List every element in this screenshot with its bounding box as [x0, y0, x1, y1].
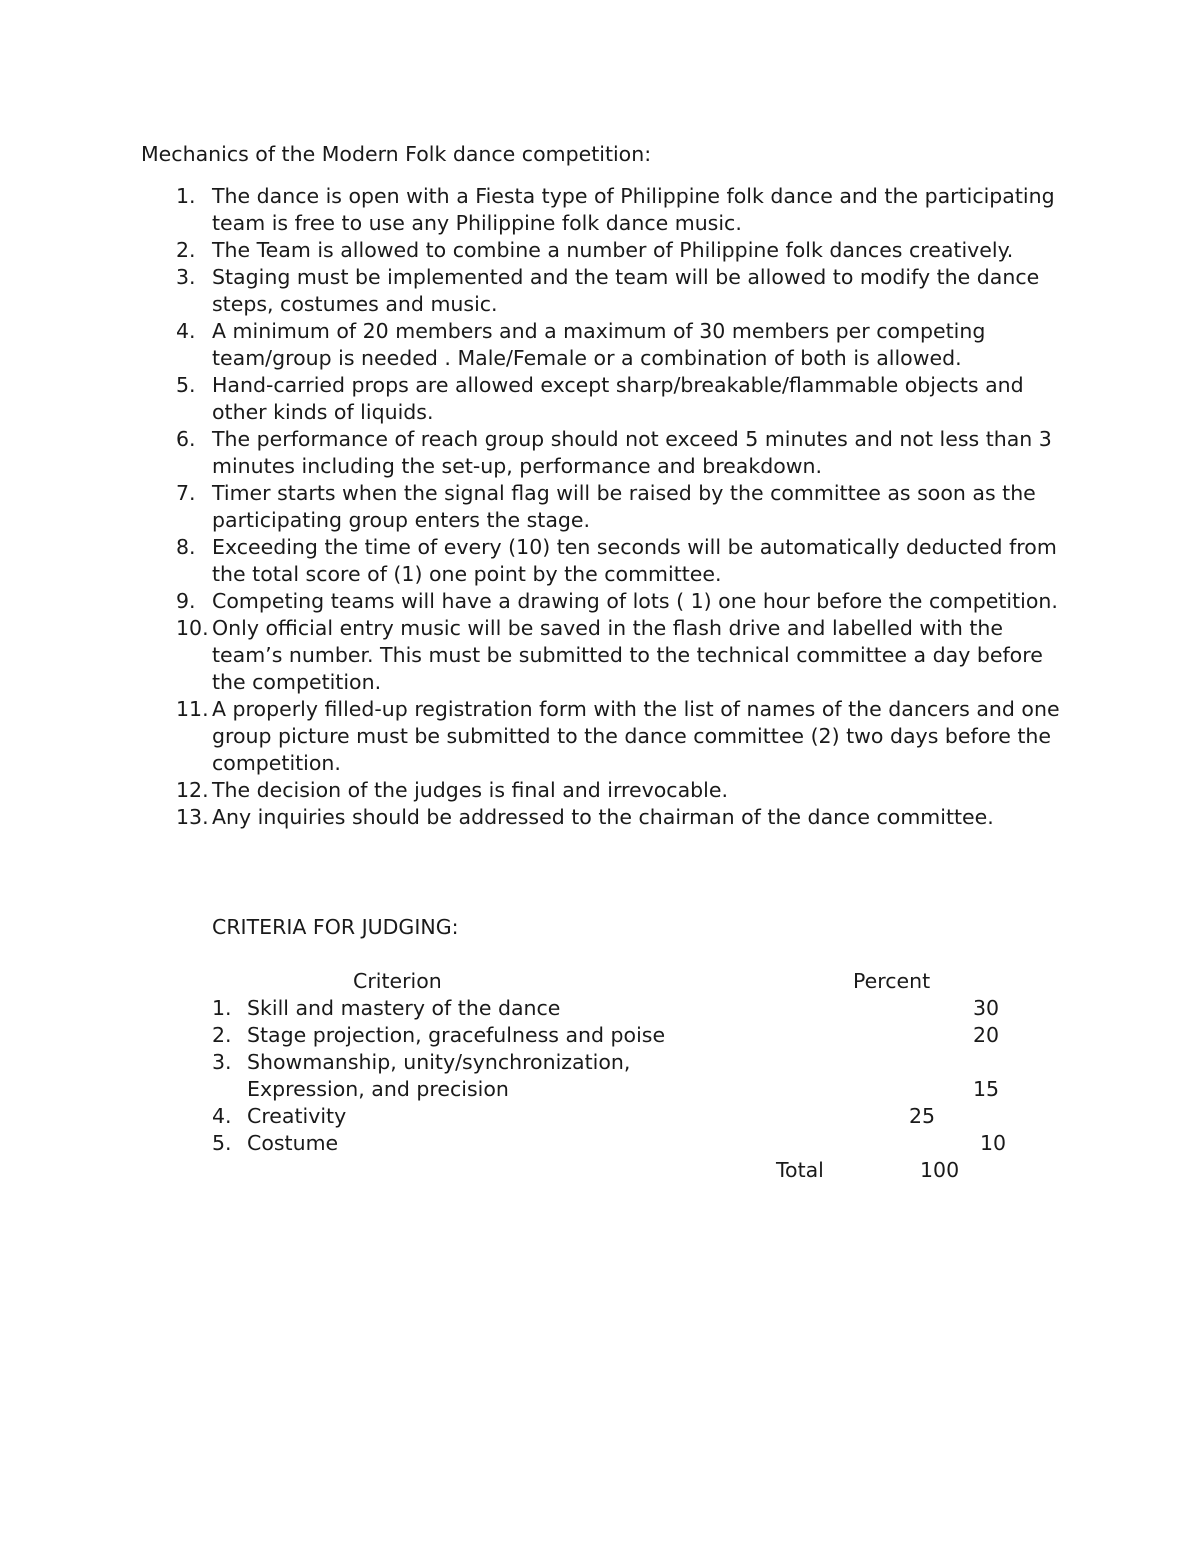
criterion-percent: 15 [973, 1077, 1000, 1101]
rule-text: The performance of reach group should not exceed 5 minutes and not less than 3 minutes including the set-up, performance and breakdown. [212, 427, 1052, 478]
criterion-number: 1. [212, 996, 232, 1020]
rule-item [176, 588, 1076, 615]
rules-list [176, 183, 1076, 831]
criterion-number: 2. [212, 1023, 232, 1047]
rule-item [176, 777, 1076, 804]
rule-text: Competing teams will have a drawing of lots ( 1) one hour before the competition. [212, 589, 1058, 613]
criterion-percent: 20 [973, 1023, 1000, 1047]
rule-text: A minimum of 20 members and a maximum of 30 members per competing team/group is needed . Male/Female or a combination of both is allowed. [212, 319, 986, 370]
criterion-label: Creativity [247, 1104, 347, 1128]
rule-item [176, 696, 1076, 777]
rule-item [176, 372, 1076, 426]
rule-number: 6. [176, 427, 196, 451]
criterion-number: 5. [212, 1131, 232, 1155]
rule-item [176, 264, 1076, 318]
criterion-label: Stage projection, gracefulness and poise [247, 1023, 666, 1047]
criterion-percent: 30 [973, 996, 1000, 1020]
rule-number: 13. [176, 805, 209, 829]
rule-number: 10. [176, 616, 209, 640]
rule-text: The Team is allowed to combine a number of Philippine folk dances creatively. [212, 238, 1014, 262]
rule-number: 2. [176, 238, 196, 262]
rule-item [176, 426, 1076, 480]
criterion-label: Costume [247, 1131, 339, 1155]
criterion-label: Skill and mastery of the dance [247, 996, 561, 1020]
criterion-number: 3. [212, 1050, 232, 1074]
percent-column-header: Percent [853, 969, 931, 993]
criteria-title: CRITERIA FOR JUDGING: [212, 915, 459, 939]
document-heading: Mechanics of the Modern Folk dance competition: [141, 142, 652, 166]
rule-text: Timer starts when the signal flag will be raised by the committee as soon as the participating group enters the stage. [212, 481, 1036, 532]
rule-number: 1. [176, 184, 196, 208]
rule-number: 12. [176, 778, 209, 802]
rule-item [176, 615, 1076, 696]
rule-number: 7. [176, 481, 196, 505]
rule-text: A properly filled-up registration form with the list of names of the dancers and one group picture must be submitted to the dance committee (2) two days before the competition. [212, 697, 1060, 775]
rule-text: Hand-carried props are allowed except sharp/breakable/flammable objects and other kinds of liquids. [212, 373, 1024, 424]
criterion-percent: 25 [909, 1104, 936, 1128]
rule-item [176, 237, 1076, 264]
total-label: Total [776, 1158, 824, 1182]
total-value: 100 [920, 1158, 960, 1182]
criterion-label: Showmanship, unity/synchronization, [247, 1050, 631, 1074]
rule-text: The dance is open with a Fiesta type of Philippine folk dance and the participating team is free to use any Philippine folk dance music. [212, 184, 1055, 235]
rule-item [176, 183, 1076, 237]
criterion-number: 4. [212, 1104, 232, 1128]
rule-item [176, 318, 1076, 372]
rule-item [176, 480, 1076, 534]
criterion-percent: 10 [980, 1131, 1007, 1155]
criterion-column-header: Criterion [353, 969, 442, 993]
rule-text: Only official entry music will be saved in the flash drive and labelled with the team’s number. This must be submitted to the technical committee a day before the competition. [212, 616, 1043, 694]
rule-number: 4. [176, 319, 196, 343]
rule-text: Any inquiries should be addressed to the chairman of the dance committee. [212, 805, 994, 829]
rule-number: 11. [176, 697, 209, 721]
rule-text: Staging must be implemented and the team will be allowed to modify the dance steps, costumes and music. [212, 265, 1040, 316]
rule-item [176, 804, 1076, 831]
rule-item [176, 534, 1076, 588]
rule-number: 9. [176, 589, 196, 613]
rule-text: Exceeding the time of every (10) ten seconds will be automatically deducted from the total score of (1) one point by the committee. [212, 535, 1057, 586]
rule-text: The decision of the judges is final and irrevocable. [212, 778, 728, 802]
rule-number: 3. [176, 265, 196, 289]
criterion-label-continued: Expression, and precision [247, 1077, 509, 1101]
rule-number: 5. [176, 373, 196, 397]
rule-number: 8. [176, 535, 196, 559]
